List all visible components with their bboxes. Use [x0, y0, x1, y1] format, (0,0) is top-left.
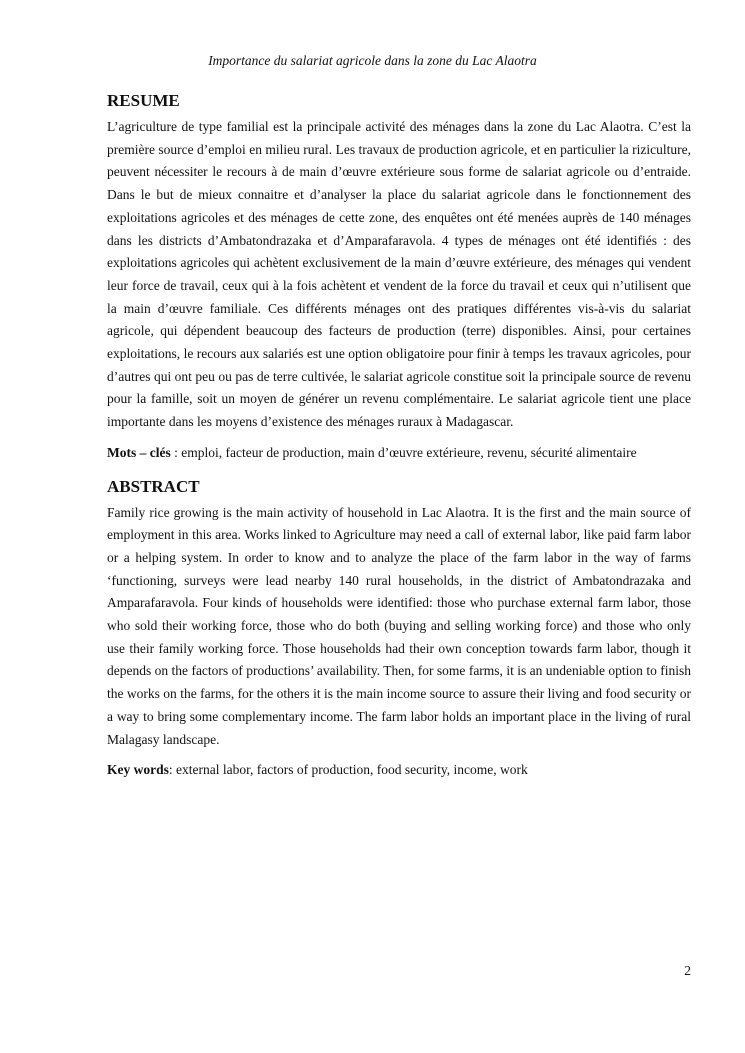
resume-keywords-text: : emploi, facteur de production, main d’œuvre extérieure, revenu, sécurité alimentaire	[170, 444, 637, 460]
abstract-keywords-label: Key words	[107, 762, 169, 778]
running-header: Importance du salariat agricole dans la zone du Lac Alaotra	[208, 53, 537, 68]
resume-body: L’agriculture de type familial est la principale activité des ménages dans la zone du Lac Alaotra. C’est la première source d’emploi en milieu rural. Les travaux de production agricole, et en particulier la riziculture, peuvent nécessiter le recours à de main d’œuvre extérieure sous forme de salariat agricole ou d’entraide. Dans le but de mieux connaitre et d’analyser la place du salariat agricole dans le fonctionnement des exploitations agricoles et des ménages de cette zone, des enquêtes ont été menées auprès de 140 ménages dans les districts d’Ambatondrazaka et d’Amparafaravola. 4 types de ménages ont été identifiés : des exploitations agricoles qui achètent exclusivement de la main d’œuvre extérieure, des ménages qui vendent leur force de travail, ceux qui à la fois achètent et vendent de la force du travail et ceux qui n’utilisent que la main d’œuvre familiale. Ces différents ménages ont des pratiques différentes vis-à-vis du salariat agricole, qui dépendent beaucoup des facteurs de production (terre) disponibles. Ainsi, pour certaines exploitations, le recours aux salariés est une option obligatoire pour finir à temps les travaux agricoles, pour d’autres qui ont peu ou pas de terre cultivée, le salariat agricole constitue soit la principale source de revenu pour la famille, soit un moyen de générer un revenu complémentaire. Le salariat agricole tient une place importante dans les moyens d’existence des ménages ruraux à Madagascar.	[107, 119, 691, 430]
abstract-keywords-text: : external labor, factors of production, food security, income, work	[168, 762, 528, 778]
resume-heading: RESUME	[107, 91, 180, 110]
page-number: 2	[684, 963, 691, 978]
resume-keywords	[107, 442, 691, 465]
resume-keywords-label: Mots – clés	[107, 444, 171, 460]
abstract-body: Family rice growing is the main activity of household in Lac Alaotra. It is the first and the main source of employment in this area. Works linked to Agriculture may need a call of external labor, like paid farm labor or a helping system. In order to know and to analyze the place of the farm labor in the way of farms ‘functioning, surveys were lead nearby 140 rural households, in the district of Ambatondrazaka and Amparafaravola. Four kinds of households were identified: those who purchase external farm labor, those who sold their working force, those who do both (buying and selling working force) and those who only use their family working force. Those households had their own conception towards farm labor, though it depends on the factors of productions’ availability. Then, for some farms, it is an undeniable option to finish the works on the farms, for the others it is the main income source to assure their living and food security or a way to bring some complementary income. The farm labor holds an important place in the living of rural Malagasy landscape.	[107, 504, 691, 747]
page-content	[107, 89, 691, 782]
abstract-heading: ABSTRACT	[107, 476, 200, 496]
abstract-keywords	[107, 759, 691, 782]
